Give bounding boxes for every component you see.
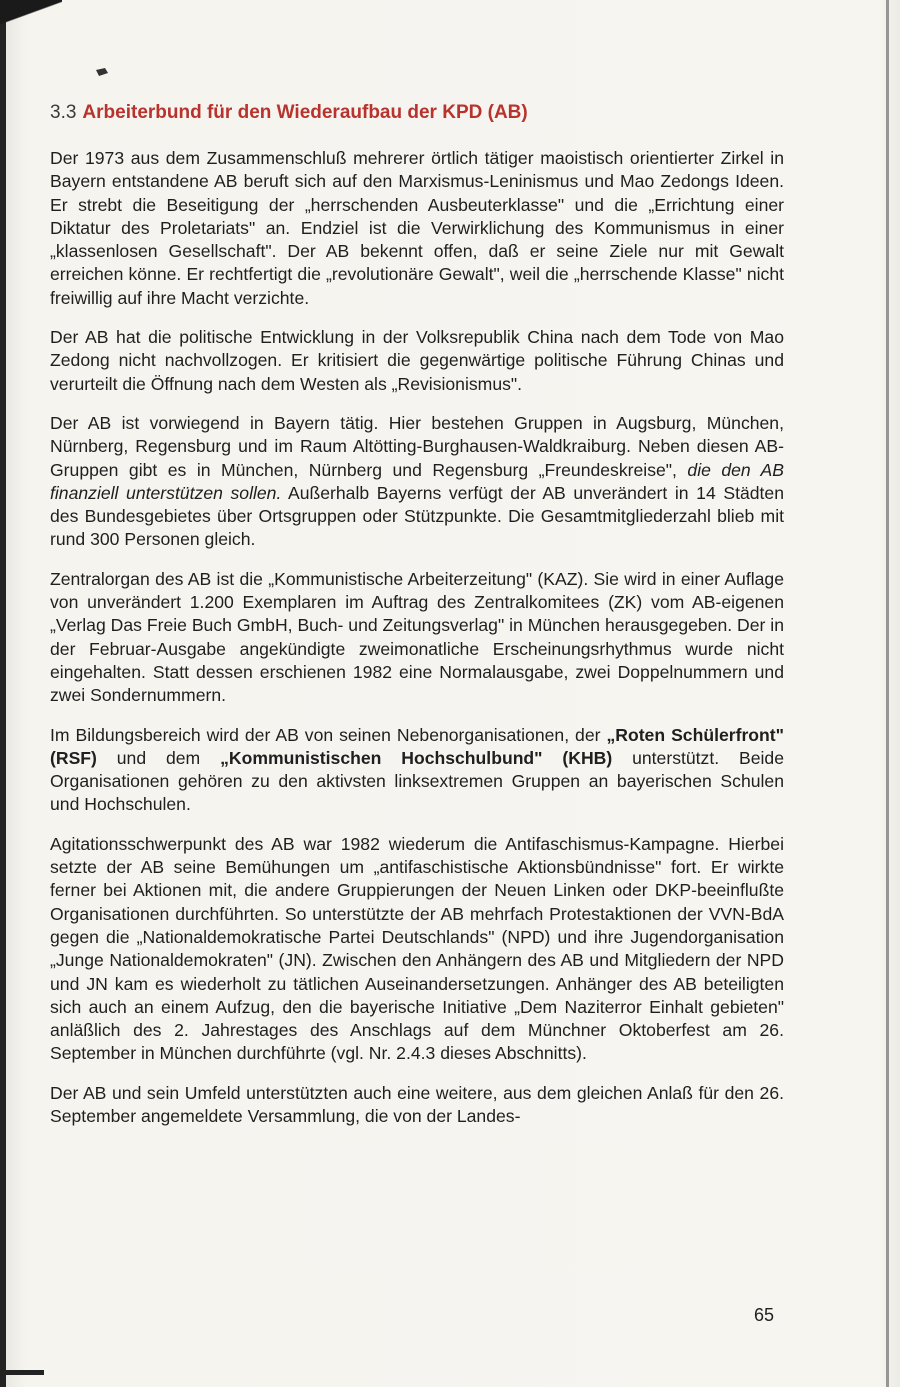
scan-edge-left <box>0 0 6 1387</box>
org-name-khb: „Kommunistischen Hochschulbund" (KHB) <box>220 747 613 768</box>
paragraph-organization-part-1: Der AB ist vorwiegend in Bayern tätig. Hier bestehen Gruppen in Augsburg, München, Nürnberg, Regensburg und im Raum Altötting-Burghausen-Waldkraiburg. Neben diesen AB-Gruppen gibt es in München, Nürnberg und Regensburg „Freundeskreise", <box>50 412 784 480</box>
paragraph-organization-italic: die den AB finanziell unterstützen sollen. <box>50 459 784 503</box>
paragraph-agitation: Agitationsschwerpunkt des AB war 1982 wiederum die Antifaschismus-Kampagne. Hierbei setzte der AB seine Bemühungen um „antifaschistische Aktionsbündnisse" fort. Er wirkte ferner bei Aktionen mit, die andere Gruppierungen der Neuen Linken oder DKP-beeinflußte Organisationen durchführten. So unterstützte der AB mehrfach Protestaktionen der VVN-BdA gegen die „Nationaldemokratische Partei Deutschlands" (NPD) und ihre Jugendorganisation „Junge Nationaldemokraten" (JN). Zwischen den Anhängern des AB und Mitgliedern der NPD und JN kam es wiederholt zu tätlichen Auseinandersetzungen. Anhänger des AB beteiligten sich auch an einem Aufzug, den die bayerische Initiative „Dem Naziterror Einhalt gebieten" anläßlich des 2. Jahrestages des Anschlags auf dem Münchner Oktoberfest am 26. September in München durchführte (vgl. Nr. 2.4.3 dieses Abschnitts). <box>50 833 784 1064</box>
section-title: Arbeiterbund für den Wiederaufbau der KPD (AB) <box>82 102 528 123</box>
paragraph-organization <box>50 412 784 552</box>
scan-mark-icon <box>96 68 108 76</box>
paragraph-education <box>50 724 784 817</box>
paragraph-organization-part-2: Außerhalb Bayerns verfügt der AB unverändert in 14 Städten des Bundesgebietes über Ortsgruppen oder Stützpunkte. Die Gesamtmitgliederzahl blieb mit rund 300 Personen gleich. <box>50 482 784 550</box>
scan-edge-right <box>886 0 889 1387</box>
paragraph-education-part-1: Im Bildungsbereich wird der AB von seinen Nebenorganisationen, der <box>50 724 607 745</box>
paragraph-publication: Zentralorgan des AB ist die „Kommunistische Arbeiterzeitung" (KAZ). Sie wird in einer Auflage von unverändert 1.200 Exemplaren im Auftrag des Zentralkomitees (ZK) vom AB-eigenen „Verlag Das Freie Buch GmbH, Buch- und Zeitungsverlag" in München herausgegeben. Der in der Februar-Ausgabe angekündigte zweimonatliche Erscheinungsrhythmus wurde nicht eingehalten. Statt dessen erschienen 1982 eine Normalausgabe, zwei Doppelnummern und zwei Sondernummern. <box>50 568 784 706</box>
paragraph-education-part-3: unterstützt. Beide Organisationen gehören zu den aktivsten linksextremen Gruppen an bayerischen Schulen und Hochschulen. <box>50 747 784 815</box>
scan-edge-top <box>0 0 62 40</box>
document-body <box>50 99 784 1144</box>
org-name-rsf: „Roten Schülerfront" (RSF) <box>50 724 784 768</box>
paragraph-china: Der AB hat die politische Entwicklung in der Volksrepublik China nach dem Tode von Mao Zedong nicht nachvollzogen. Er kritisiert die gegenwärtige politische Führung Chinas und verurteilt die Öffnung nach dem Westen als „Revisionismus". <box>50 327 784 394</box>
section-heading <box>50 99 784 127</box>
paragraph-support: Der AB und sein Umfeld unterstützten auch eine weitere, aus dem gleichen Anlaß für den 26. September angemeldete Versammlung, die von der Landes- <box>50 1082 784 1126</box>
scan-edge-bottom <box>0 1370 44 1375</box>
page-number: 65 <box>754 1305 775 1325</box>
paragraph-ideology: Der 1973 aus dem Zusammenschluß mehrerer örtlich tätiger maoistisch orientierter Zirkel in Bayern entstandene AB beruft sich auf den Marxismus-Leninismus und Mao Zedongs Ideen. Er strebt die Beseitigung der „herrschenden Ausbeuterklasse" und die „Errichtung einer Diktatur des Proletariats" an. Endziel ist die Verwirklichung des Kommunismus in einer „klassenlosen Gesellschaft". Der AB bekennt offen, daß er seine Ziele nur mit Gewalt erreichen könne. Er rechtfertigt die „revolutionäre Gewalt", weil die „herrschende Klasse" nicht freiwillig auf ihre Macht verzichte. <box>50 148 784 308</box>
section-number: 3.3 <box>50 102 77 123</box>
paragraph-education-part-2: und dem <box>96 747 221 768</box>
